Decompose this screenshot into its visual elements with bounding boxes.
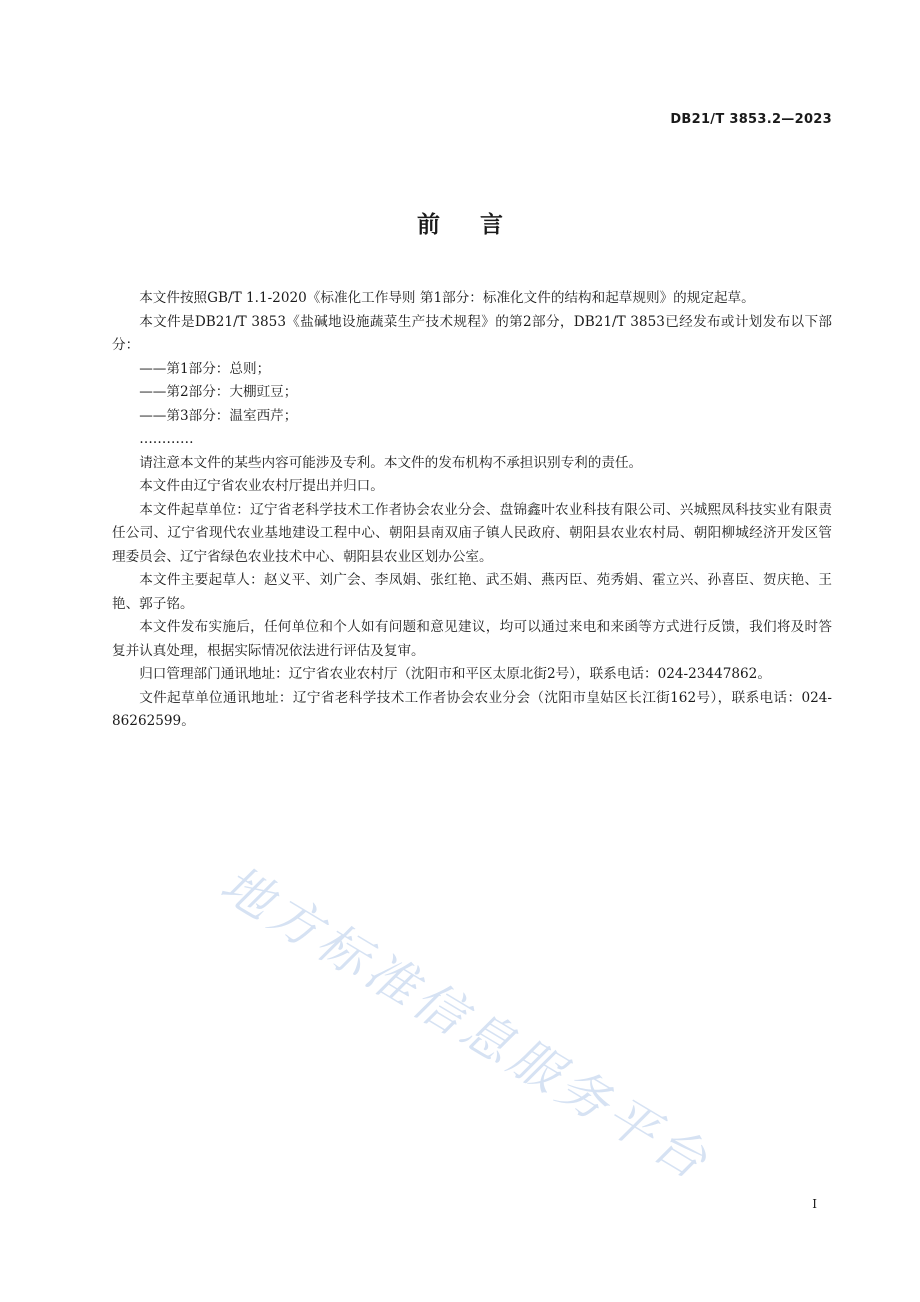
watermark: 地方标准信息服务平台 bbox=[211, 854, 721, 1193]
paragraph-patent-notice: 请注意本文件的某些内容可能涉及专利。本文件的发布机构不承担识别专利的责任。 bbox=[139, 454, 643, 471]
paragraph-drafters: 本文件主要起草人：赵义平、刘广会、李凤娟、张红艳、武丕娟、燕丙臣、苑秀娟、霍立兴、孙喜臣、贺庆艳、王艳、郭子铭。 bbox=[112, 572, 832, 612]
page-title: 前言 bbox=[417, 212, 543, 238]
paragraph-series-info: 本文件是DB21/T 3853《盐碱地设施蔬菜生产技术规程》的第2部分，DB21/T 3853已经发布或计划发布以下部分： bbox=[112, 313, 832, 353]
paragraph-drafter-address: 文件起草单位通讯地址：辽宁省老科学技术工作者协会农业分会（沈阳市皇姑区长江街162号），联系电话：024-86262599。 bbox=[112, 689, 832, 729]
paragraph-drafting-rules: 本文件按照GB/T 1.1-2020《标准化工作导则 第1部分：标准化文件的结构和起草规则》的规定起草。 bbox=[139, 290, 755, 306]
foreword-body bbox=[112, 287, 832, 734]
paragraph-proposer: 本文件由辽宁省农业农村厅提出并归口。 bbox=[139, 478, 384, 494]
paragraph-admin-address: 归口管理部门通讯地址：辽宁省农业农村厅（沈阳市和平区太原北街2号），联系电话：024-23447862。 bbox=[139, 666, 771, 682]
list-item-part3: ——第3部分：温室西芹； bbox=[139, 407, 298, 424]
list-item-ellipsis: ………… bbox=[139, 431, 194, 447]
paragraph-feedback: 本文件发布实施后，任何单位和个人如有问题和意见建议，均可以通过来电和来函等方式进行反馈，我们将及时答复并认真处理，根据实际情况依法进行评估及复审。 bbox=[112, 619, 832, 659]
page-number: I bbox=[812, 1197, 817, 1211]
list-item-part2: ——第2部分：大棚豇豆； bbox=[139, 384, 298, 400]
paragraph-drafting-units: 本文件起草单位：辽宁省老科学技术工作者协会农业分会、盘锦鑫叶农业科技有限公司、兴城熙凤科技实业有限责任公司、辽宁省现代农业基地建设工程中心、朝阳县南双庙子镇人民政府、朝阳县农业农村局、朝阳柳城经济开发区管理委员会、辽宁省绿色农业技术中心、朝阳县农业区划办公室。 bbox=[112, 501, 832, 565]
list-item-part1: ——第1部分：总则； bbox=[139, 360, 271, 377]
standard-code: DB21/T 3853.2—2023 bbox=[670, 112, 832, 127]
